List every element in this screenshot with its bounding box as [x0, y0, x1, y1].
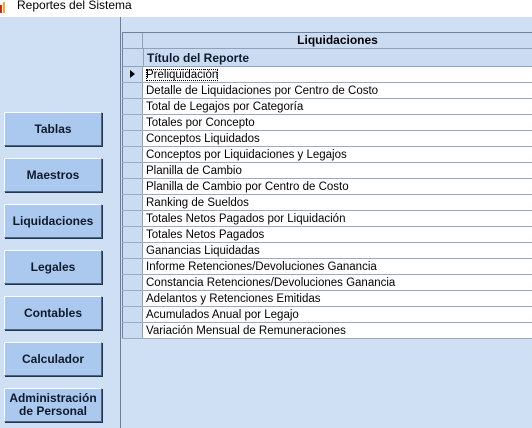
- row-selector[interactable]: [122, 131, 143, 146]
- grid-caption: Liquidaciones: [297, 33, 378, 47]
- table-row[interactable]: [122, 211, 532, 227]
- row-selector[interactable]: [122, 323, 143, 338]
- tablas-button[interactable]: Tablas: [4, 112, 102, 146]
- table-row[interactable]: [122, 275, 532, 291]
- row-selector[interactable]: [122, 259, 143, 274]
- legales-button[interactable]: Legales: [4, 250, 102, 284]
- report-title-text: Acumulados Anual por Legajo: [146, 309, 299, 321]
- row-selector[interactable]: [122, 179, 143, 194]
- report-title-cell[interactable]: [143, 99, 532, 114]
- report-title-cell[interactable]: [143, 243, 532, 258]
- report-title-text: Totales Netos Pagados: [146, 229, 265, 241]
- row-pointer-icon: [130, 70, 135, 78]
- report-title-cell[interactable]: [143, 259, 532, 274]
- report-title-cell[interactable]: [143, 163, 532, 178]
- report-title-text: Totales Netos Pagados por Liquidación: [146, 213, 346, 225]
- row-selector[interactable]: [122, 99, 143, 114]
- report-title-text: Ganancias Liquidadas: [146, 245, 260, 257]
- window-titlebar: [0, 0, 532, 17]
- report-title-text: Preliquidación: [146, 69, 219, 81]
- report-title-cell[interactable]: [143, 179, 532, 194]
- report-title-text: Planilla de Cambio: [146, 165, 242, 177]
- row-selector[interactable]: [122, 115, 143, 130]
- report-title-text: Conceptos por Liquidaciones y Legajos: [146, 149, 347, 161]
- column-header-titulo[interactable]: Título del Reporte: [147, 51, 249, 65]
- row-selector[interactable]: [122, 243, 143, 258]
- report-title-text: Detalle de Liquidaciones por Centro de Costo: [146, 85, 379, 97]
- row-selector[interactable]: [122, 275, 143, 290]
- table-row[interactable]: [122, 259, 532, 275]
- row-selector[interactable]: [122, 67, 143, 82]
- row-selector[interactable]: [122, 147, 143, 162]
- table-row[interactable]: [122, 163, 532, 179]
- report-title-cell[interactable]: [143, 195, 532, 210]
- table-row[interactable]: [122, 99, 532, 115]
- report-title-cell[interactable]: [143, 323, 532, 338]
- report-title-text: Variación Mensual de Remuneraciones: [146, 325, 346, 337]
- liquidaciones-button[interactable]: Liquidaciones: [4, 204, 102, 238]
- table-row[interactable]: [122, 83, 532, 99]
- row-selector[interactable]: [122, 291, 143, 306]
- report-title-text: Adelantos y Retenciones Emitidas: [146, 293, 321, 305]
- column-header-row: [122, 48, 532, 67]
- report-title-text: Conceptos Liquidados: [146, 133, 260, 145]
- report-title-text: Constancia Retenciones/Devoluciones Ganancia: [146, 277, 396, 289]
- report-title-text: Totales por Concepto: [146, 117, 255, 129]
- administracion-de-personal-button[interactable]: Administración de Personal: [4, 388, 102, 422]
- report-title-text: Planilla de Cambio por Centro de Costo: [146, 181, 349, 193]
- report-title-cell[interactable]: [143, 307, 532, 322]
- maestros-button[interactable]: Maestros: [4, 158, 102, 192]
- report-title-cell[interactable]: [143, 115, 532, 130]
- table-row[interactable]: [122, 67, 532, 83]
- report-title-cell[interactable]: [143, 275, 532, 290]
- report-title-text: Informe Retenciones/Devoluciones Ganancia: [146, 261, 377, 273]
- report-title-cell[interactable]: [143, 147, 532, 162]
- report-title-cell[interactable]: [143, 211, 532, 226]
- report-title-cell[interactable]: [143, 131, 532, 146]
- app-chart-icon: [0, 1, 7, 13]
- table-row[interactable]: [122, 147, 532, 163]
- table-row[interactable]: [122, 307, 532, 323]
- report-title-cell[interactable]: [143, 291, 532, 306]
- report-title-cell[interactable]: [143, 67, 532, 82]
- row-selector[interactable]: [122, 307, 143, 322]
- report-list: [122, 67, 532, 339]
- row-selector[interactable]: [122, 83, 143, 98]
- report-category-panel: [0, 17, 120, 428]
- row-selector[interactable]: [122, 227, 143, 242]
- table-row[interactable]: [122, 243, 532, 259]
- window-title: Reportes del Sistema: [17, 0, 132, 12]
- table-row[interactable]: [122, 227, 532, 243]
- row-selector[interactable]: [122, 195, 143, 210]
- report-title-text: Total de Legajos por Categoría: [146, 101, 304, 113]
- report-title-cell[interactable]: [143, 83, 532, 98]
- row-selector[interactable]: [122, 211, 143, 226]
- column-header-corner: [123, 49, 144, 66]
- table-row[interactable]: [122, 115, 532, 131]
- caption-corner: [123, 33, 143, 48]
- contables-button[interactable]: Contables: [4, 296, 102, 330]
- report-title-cell[interactable]: [143, 227, 532, 242]
- table-row[interactable]: [122, 323, 532, 339]
- table-row[interactable]: [122, 131, 532, 147]
- table-row[interactable]: [122, 291, 532, 307]
- table-row[interactable]: [122, 179, 532, 195]
- calculador-button[interactable]: Calculador: [4, 342, 102, 376]
- grid-caption-bar: [122, 32, 532, 48]
- report-title-text: Ranking de Sueldos: [146, 197, 249, 209]
- row-selector[interactable]: [122, 163, 143, 178]
- table-row[interactable]: [122, 195, 532, 211]
